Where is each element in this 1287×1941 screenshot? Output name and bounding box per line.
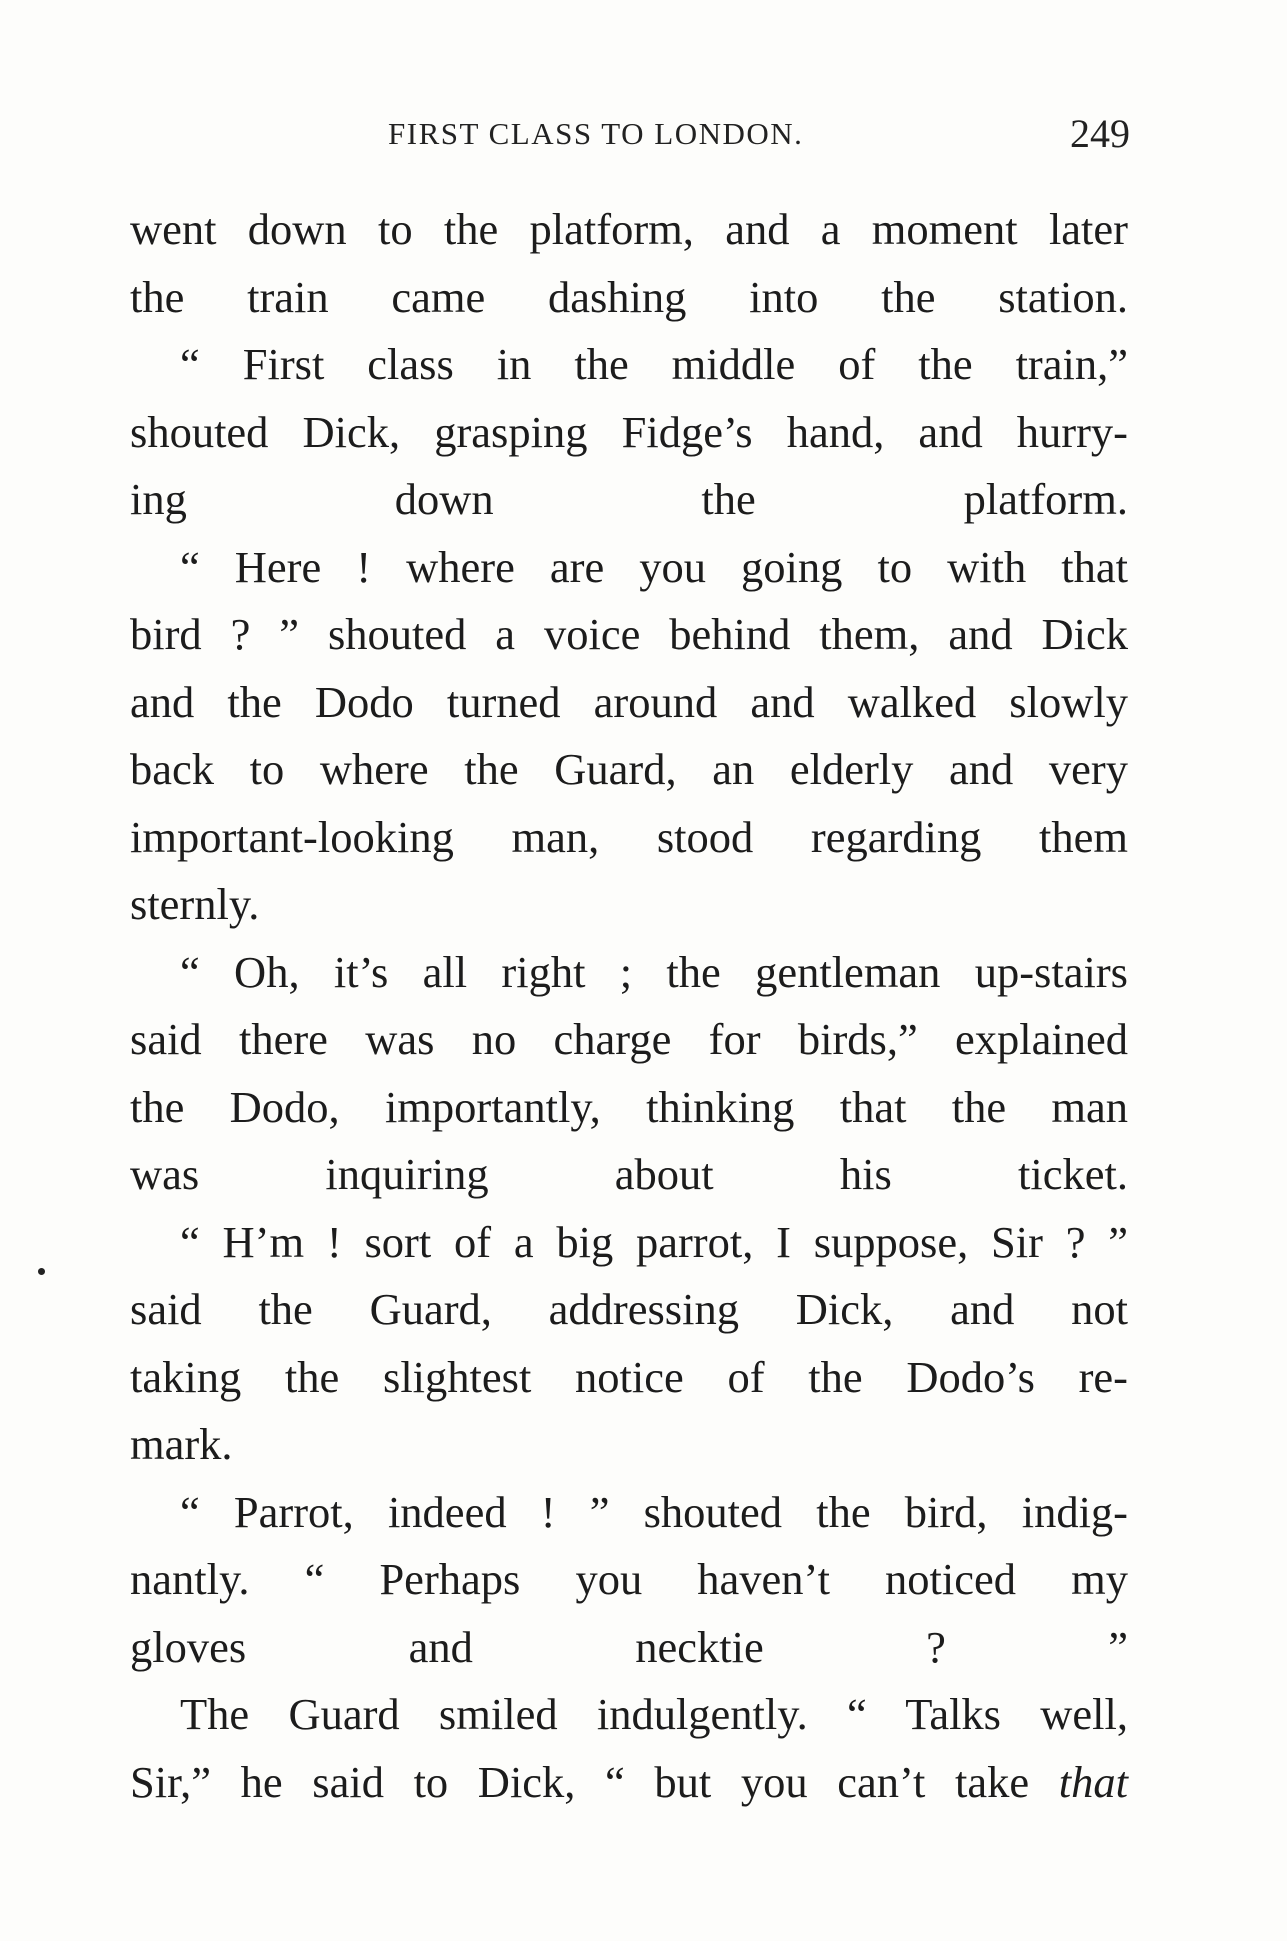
text-line: The Guard smiled indulgently. “ Talks well, xyxy=(180,1689,1128,1739)
text-line: sternly. xyxy=(130,879,260,929)
paragraph-4 xyxy=(130,939,1128,1209)
text-line: “ Oh, it’s all right ; the gentleman up-stairs xyxy=(180,946,1128,997)
text-line-start: Sir,” he said to Dick, “ but you can’t take xyxy=(130,1756,1059,1807)
text-line: said the Guard, addressing Dick, and not xyxy=(130,1284,1128,1334)
body-text xyxy=(130,196,1128,1816)
text-line: shouted Dick, grasping Fidge’s hand, and hurry- xyxy=(130,406,1128,457)
text-line: gloves and necktie ? ” xyxy=(130,1621,1128,1672)
italic-word: that xyxy=(1058,1756,1128,1807)
text-line: mark. xyxy=(130,1419,233,1469)
text-line: ing down the platform. xyxy=(130,474,1128,524)
text-line: “ Parrot, indeed ! ” shouted the bird, indig- xyxy=(180,1486,1128,1537)
paragraph-7 xyxy=(130,1681,1128,1816)
ink-speck xyxy=(38,1268,45,1275)
paragraph-3 xyxy=(130,534,1128,939)
running-head xyxy=(130,108,1130,168)
paragraph-2 xyxy=(130,331,1128,534)
text-line: back to where the Guard, an elderly and very xyxy=(130,744,1128,794)
text-line: the Dodo, importantly, thinking that the man xyxy=(130,1081,1128,1132)
text-line: went down to the platform, and a moment later xyxy=(130,204,1128,254)
text-line: was inquiring about his ticket. xyxy=(130,1149,1128,1199)
text-line: “ First class in the middle of the train,” xyxy=(180,339,1128,389)
text-line: “ H’m ! sort of a big parrot, I suppose, Sir ? ” xyxy=(180,1216,1128,1267)
text-line: nantly. “ Perhaps you haven’t noticed my xyxy=(130,1554,1128,1604)
running-title: FIRST CLASS TO LONDON. xyxy=(388,116,804,151)
text-line: bird ? ” shouted a voice behind them, and Dick xyxy=(130,609,1128,659)
text-line: the train came dashing into the station. xyxy=(130,271,1128,322)
text-line: “ Here ! where are you going to with that xyxy=(180,541,1128,592)
page-number: 249 xyxy=(1070,111,1130,156)
text-line: taking the slightest notice of the Dodo’s re- xyxy=(130,1351,1128,1402)
text-line: said there was no charge for birds,” explained xyxy=(130,1014,1128,1064)
paragraph-1 xyxy=(130,196,1128,331)
paragraph-6 xyxy=(130,1479,1128,1682)
text-line: and the Dodo turned around and walked slowly xyxy=(130,676,1128,727)
paragraph-5 xyxy=(130,1209,1128,1479)
text-line: important-looking man, stood regarding them xyxy=(130,811,1128,862)
